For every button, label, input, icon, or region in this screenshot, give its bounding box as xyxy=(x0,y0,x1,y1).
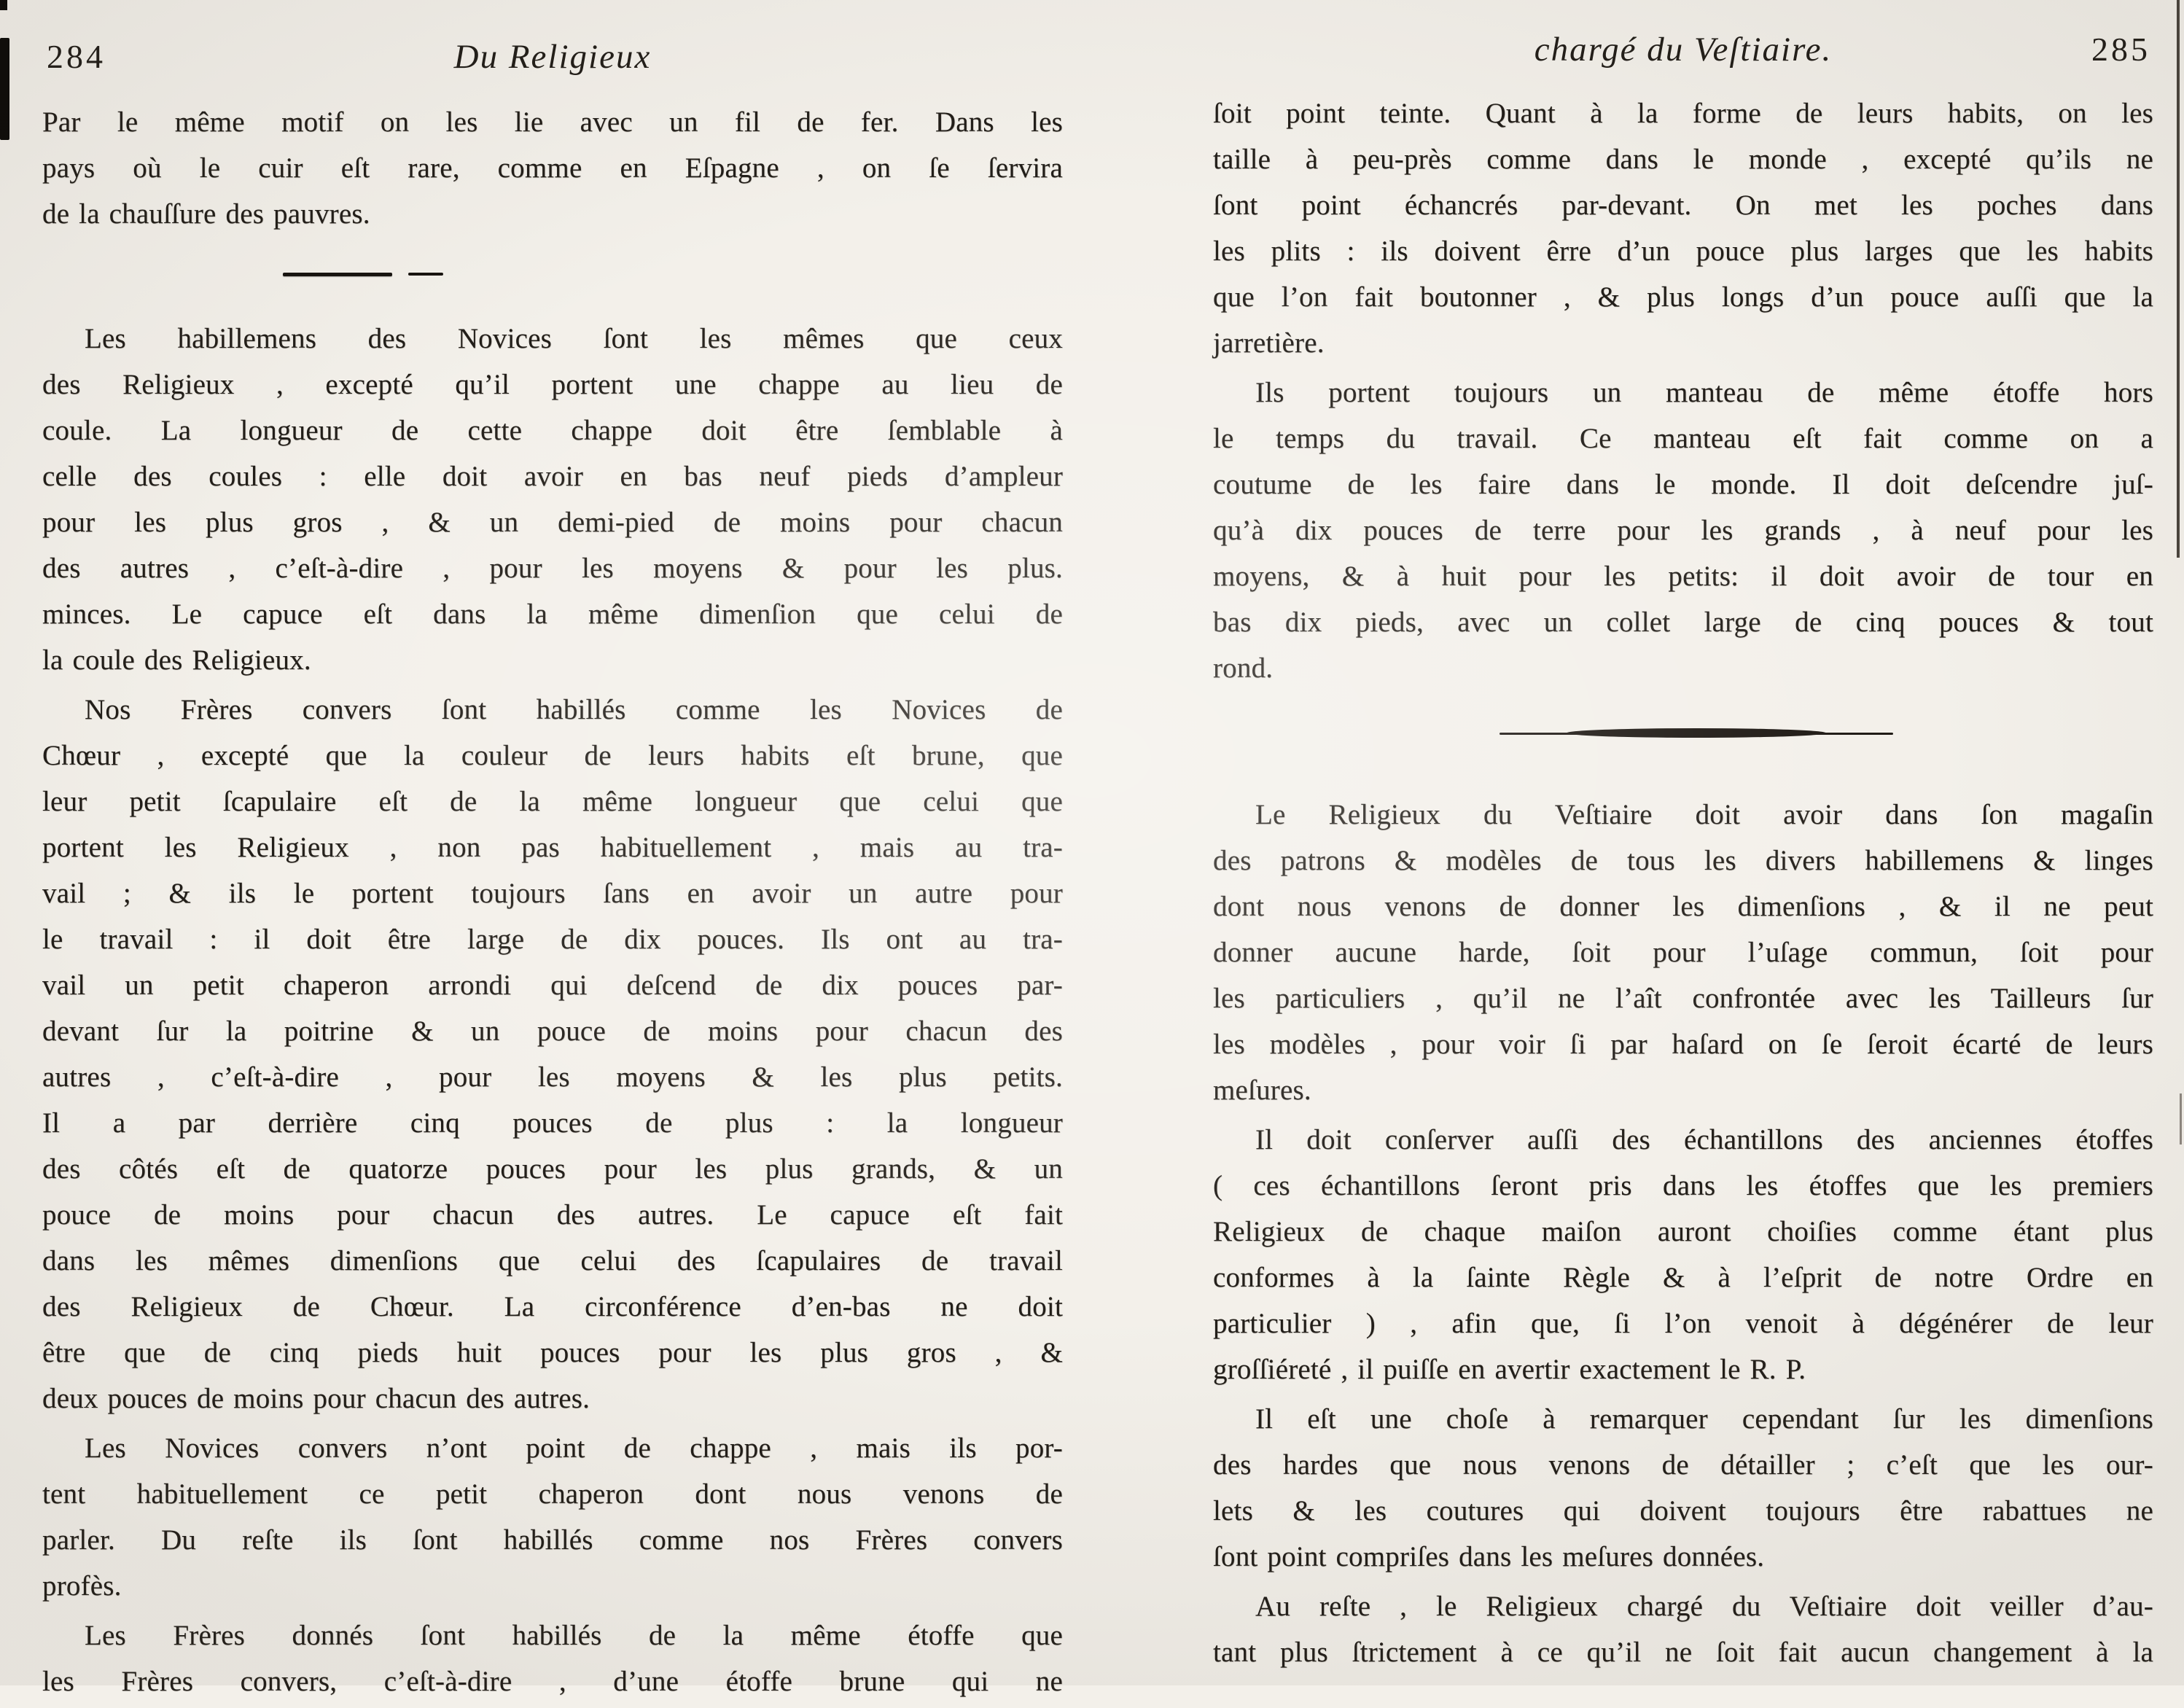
text-line: Les Frères donnés ſont habillés de la même étoffe que xyxy=(85,1620,1063,1651)
text-line: les Frères convers, c’eſt-à-dire , d’une étoffe brune qui ne xyxy=(42,1666,1063,1697)
text-line: bas dix pieds, avec un collet large de cinq pouces & tout xyxy=(1213,607,2153,638)
text-line: parler. Du reſte ils ſont habillés comme nos Frères convers xyxy=(42,1524,1063,1556)
text-line: Ils portent toujours un manteau de même étoffe hors xyxy=(1255,377,2153,408)
text-line: des patrons & modèles de tous les divers habillemens & linges xyxy=(1213,845,2153,876)
text-line: être que de cinq pieds huit pouces pour les plus gros , & xyxy=(42,1337,1063,1368)
text-line: la coule des Religieux. xyxy=(42,644,311,676)
paragraph xyxy=(42,99,1063,237)
text-line: jarretière. xyxy=(1213,327,1325,359)
text-line: meſures. xyxy=(1213,1075,1311,1106)
right-page-body xyxy=(1213,90,2153,1675)
paragraph xyxy=(1213,1583,2153,1675)
text-line: Les Novices convers n’ont point de chappe , mais ils por- xyxy=(85,1432,1063,1464)
right-page xyxy=(1213,29,2153,1679)
text-line: Il doit conſerver auſſi des échantillons des anciennes étoffes xyxy=(1255,1124,2153,1155)
running-title: Du Religieux xyxy=(453,38,652,76)
right-page-header xyxy=(1213,29,2153,70)
scan-artifact-left-edge xyxy=(0,38,9,140)
text-line: Il eſt une choſe à remarquer cependant ſur les dimenſions xyxy=(1255,1403,2153,1435)
left-page-body xyxy=(42,99,1063,1704)
text-line: de la chauſſure des pauvres. xyxy=(42,198,370,230)
text-line: qu’à dix pouces de terre pour les grands , à neuf pour les xyxy=(1213,515,2153,546)
text-line: devant ſur la poitrine & un pouce de moins pour chacun des xyxy=(42,1015,1063,1047)
text-line: Il a par derrière cinq pouces de plus : la longueur xyxy=(42,1107,1063,1139)
left-page xyxy=(42,36,1063,1708)
text-line: Nos Frères convers ſont habillés comme les Novices de xyxy=(85,694,1063,725)
scan-artifact-right-mark xyxy=(2180,1093,2182,1144)
text-line: vail un petit chaperon arrondi qui deſcend de dix pouces par- xyxy=(42,970,1063,1001)
text-line: les modèles , pour voir ſi par haſard on ſe ſeroit écarté de leurs xyxy=(1213,1029,2153,1060)
text-line: coule. La longueur de cette chappe doit être ſemblable à xyxy=(42,415,1063,446)
page-number: 285 xyxy=(2091,31,2150,68)
text-line: groſſiéreté , il puiſſe en avertir exactement le R. P. xyxy=(1213,1354,1806,1385)
text-line: des hardes que nous venons de détailler ; c’eſt que les our- xyxy=(1213,1449,2153,1481)
paragraph xyxy=(42,1613,1063,1704)
text-line: des Religieux , excepté qu’il portent une chappe au lieu de xyxy=(42,369,1063,400)
text-line: des côtés eſt de quatorze pouces pour les plus grands, & un xyxy=(42,1153,1063,1185)
scan-artifact-right-edge xyxy=(2177,0,2180,558)
text-line: le temps du travail. Ce manteau eſt fait comme on a xyxy=(1213,423,2153,454)
text-line: Au reſte , le Religieux chargé du Veſtiaire doit veiller d’au- xyxy=(1255,1591,2153,1622)
text-line: les plits : ils doivent êrre d’un pouce plus larges que les habits xyxy=(1213,235,2153,267)
text-line: tent habituellement ce petit chaperon dont nous venons de xyxy=(42,1478,1063,1510)
text-line: particulier ) , afin que, ſi l’on venoit à dégénérer de leur xyxy=(1213,1308,2153,1339)
text-line: Les habillemens des Novices ſont les mêmes que ceux xyxy=(85,323,1063,354)
text-line: conformes à la ſainte Règle & à l’eſprit de notre Ordre en xyxy=(1213,1262,2153,1293)
text-line: autres , c’eſt-à-dire , pour les moyens & les plus petits. xyxy=(42,1061,1063,1093)
text-line: des autres , c’eſt-à-dire , pour les moyens & pour les plus. xyxy=(42,553,1063,584)
dash-divider xyxy=(283,272,1063,276)
paragraph xyxy=(42,316,1063,683)
text-line: pays où le cuir eſt rare, comme en Eſpagne , on ſe ſervira xyxy=(42,152,1063,184)
text-line: deux pouces de moins pour chacun des autres. xyxy=(42,1383,590,1414)
paragraph xyxy=(42,1425,1063,1609)
text-line: Religieux de chaque maiſon auront choiſies comme étant plus xyxy=(1213,1216,2153,1247)
text-line: ſoit point teinte. Quant à la forme de leurs habits, on les xyxy=(1213,98,2153,129)
text-line: profès. xyxy=(42,1570,122,1602)
text-line: des Religieux de Chœur. La circonférence d’en-bas ne doit xyxy=(42,1291,1063,1322)
text-line: minces. Le capuce eſt dans la même dimenſion que celui de xyxy=(42,598,1063,630)
text-line: donner aucune harde, ſoit pour l’uſage commun, ſoit pour xyxy=(1213,937,2153,968)
text-line: ( ces échantillons ſeront pris dans les étoffes que les premiers xyxy=(1213,1170,2153,1201)
text-line: taille à peu-près comme dans le monde , excepté qu’ils ne xyxy=(1213,144,2153,175)
text-line: Le Religieux du Veſtiaire doit avoir dans ſon magaſin xyxy=(1255,799,2153,830)
scan-artifact-corner xyxy=(0,0,7,10)
paragraph xyxy=(1213,1396,2153,1580)
left-page-header xyxy=(42,36,1063,77)
text-line: tant plus ſtrictement à ce qu’il ne ſoit fait aucun changement à la xyxy=(1213,1637,2153,1668)
text-line: celle des coules : elle doit avoir en bas neuf pieds d’ampleur xyxy=(42,461,1063,492)
paragraph xyxy=(1213,792,2153,1113)
text-line: pour les plus gros , & un demi-pied de moins pour chacun xyxy=(42,507,1063,538)
text-line: Par le même motif on les lie avec un fil de fer. Dans les xyxy=(42,106,1063,138)
text-line: ſont point échancrés par-devant. On met les poches dans xyxy=(1213,190,2153,221)
text-line: que l’on fait boutonner , & plus longs d’un pouce auſſi que la xyxy=(1213,281,2153,313)
text-line: Chœur , excepté que la couleur de leurs habits eſt brune, que xyxy=(42,740,1063,771)
text-line: portent les Religieux , non pas habituellement , mais au tra- xyxy=(42,832,1063,863)
text-line: coutume de les faire dans le monde. Il doit deſcendre juſ- xyxy=(1213,469,2153,500)
paragraph xyxy=(1213,1117,2153,1392)
swelled-divider xyxy=(1499,726,1893,741)
paragraph xyxy=(42,687,1063,1422)
running-title: chargé du Veſtiaire. xyxy=(1534,31,1833,69)
text-line: les particuliers , qu’il ne l’aît confrontée avec les Tailleurs ſur xyxy=(1213,983,2153,1014)
text-line: moyens, & à huit pour les petits: il doit avoir de tour en xyxy=(1213,561,2153,592)
text-line: dans les mêmes dimenſions que celui des ſcapulaires de travail xyxy=(42,1245,1063,1276)
text-line: ſont point compriſes dans les meſures données. xyxy=(1213,1541,1765,1572)
text-line: dont nous venons de donner les dimenſions , & il ne peut xyxy=(1213,891,2153,922)
paragraph xyxy=(1213,370,2153,691)
page-number: 284 xyxy=(47,38,106,75)
text-line: lets & les coutures qui doivent toujours être rabattues ne xyxy=(1213,1495,2153,1526)
text-line: le travail : il doit être large de dix pouces. Ils ont au tra- xyxy=(42,924,1063,955)
paragraph xyxy=(1213,90,2153,366)
text-line: leur petit ſcapulaire eſt de la même longueur que celui que xyxy=(42,786,1063,817)
text-line: pouce de moins pour chacun des autres. Le capuce eſt fait xyxy=(42,1199,1063,1231)
text-line: rond. xyxy=(1213,652,1274,684)
text-line: vail ; & ils le portent toujours ſans en avoir un autre pour xyxy=(42,878,1063,909)
